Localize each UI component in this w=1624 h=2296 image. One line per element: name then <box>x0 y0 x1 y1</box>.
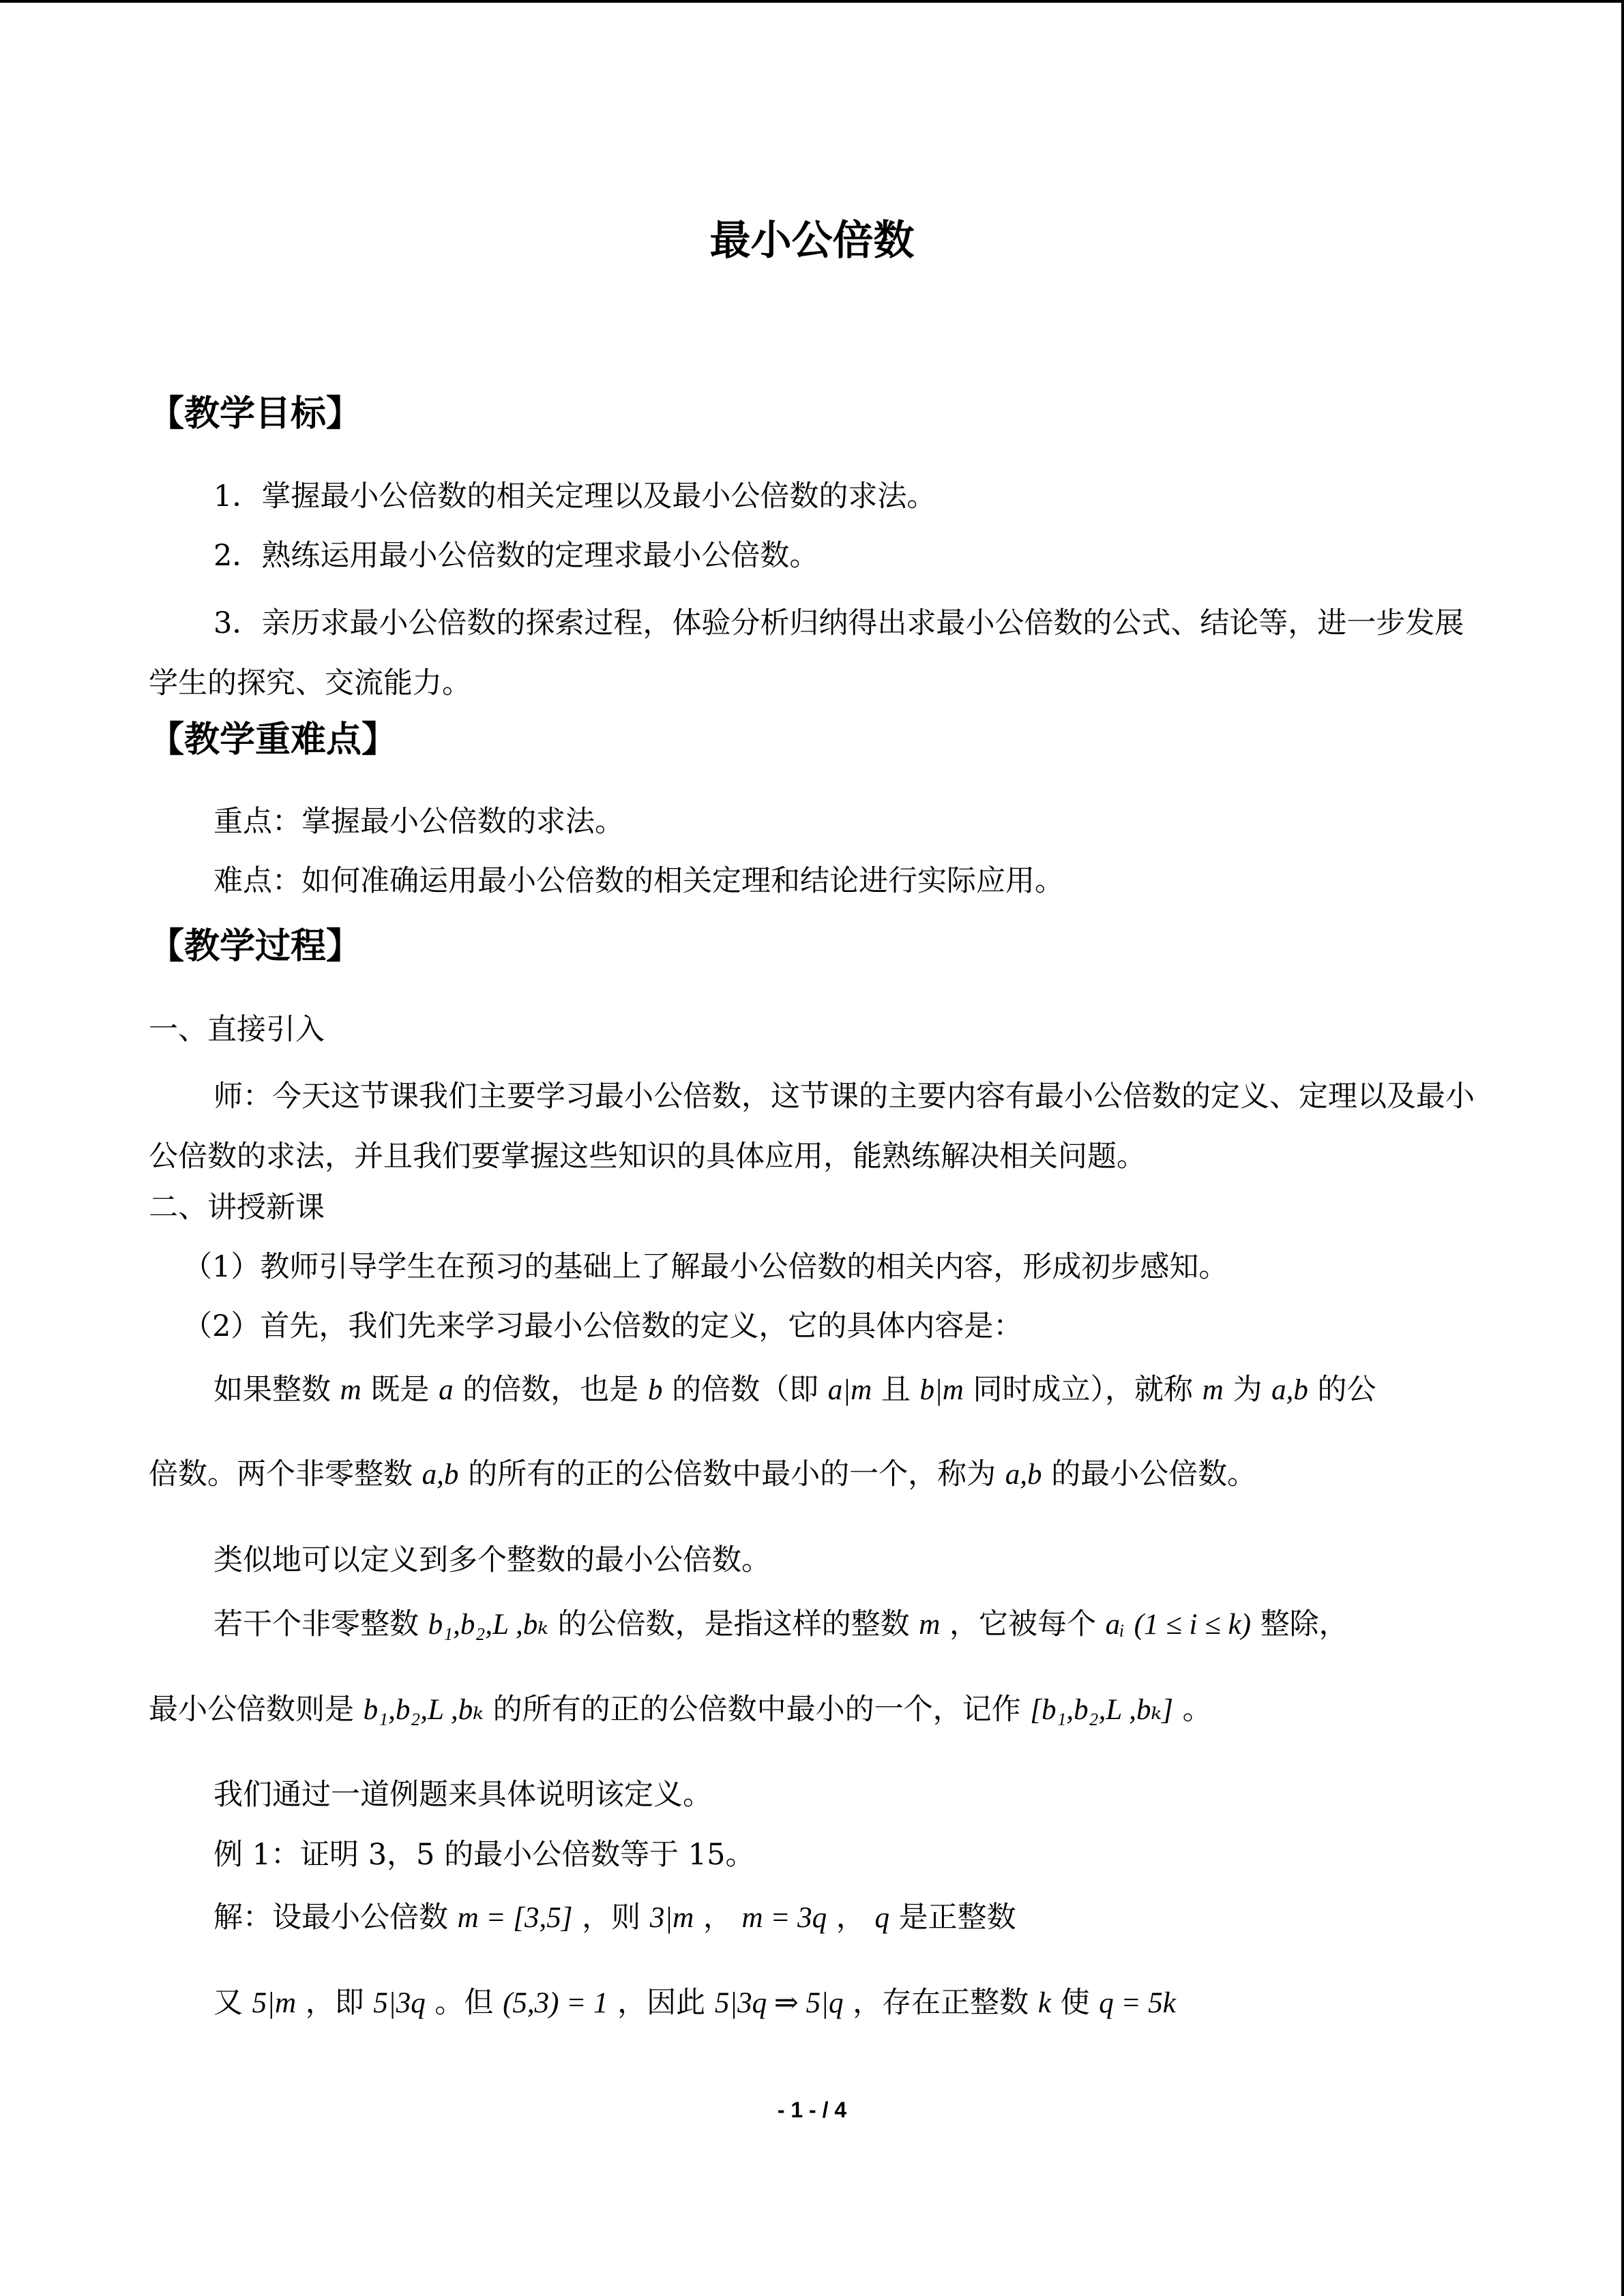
math-expr: a,b <box>1271 1374 1308 1406</box>
math-expr: 5|3q ⇒ 5|q <box>714 1987 844 2019</box>
math-expr: (5,3) = 1 <box>503 1987 608 2019</box>
definition-line: 最小公倍数则是 b₁,b₂,L ,bₖ 的所有的正的公倍数中最小的一个，记作 [b₁,b₂,L ,bₖ] 。 <box>149 1693 1212 1727</box>
definition-line: 若干个非零整数 b₁,b₂,L ,bₖ 的公倍数，是指这样的整数 m ，它被每个 aᵢ (1 ≤ i ≤ k) 整除， <box>213 1607 1348 1641</box>
step-item: （1）教师引导学生在预习的基础上了解最小公倍数的相关内容，形成初步感知。 <box>183 1250 1228 1284</box>
page-title: 最小公倍数 <box>709 217 915 265</box>
math-var: a <box>439 1374 454 1406</box>
difficult-point: 难点：如何准确运用最小公倍数的相关定理和结论进行实际应用。 <box>213 864 1064 898</box>
math-expr: 3|m <box>649 1902 694 1934</box>
page-number: - 1 - / 4 <box>777 2098 847 2122</box>
example-title: 例 1：证明 3，5 的最小公倍数等于 15。 <box>213 1838 755 1872</box>
math-expr: 5|m <box>252 1987 297 2019</box>
math-expr: (1 ≤ i ≤ k) <box>1134 1609 1252 1641</box>
math-var: aᵢ <box>1105 1609 1125 1641</box>
solution-line: 解：设最小公倍数 m = [3,5] ，则 3|m ， m = 3q ， q 是正整数 <box>213 1900 1016 1935</box>
key-point: 重点：掌握最小公倍数的求法。 <box>213 805 624 839</box>
step-item: （2）首先，我们先来学习最小公倍数的定义，它的具体内容是： <box>183 1309 1023 1343</box>
page-border <box>1621 0 1624 2296</box>
math-expr: [b₁,b₂,L ,bₖ] <box>1030 1694 1173 1726</box>
math-expr: b₁,b₂,L ,bₖ <box>428 1609 548 1641</box>
math-expr: b|m <box>919 1374 964 1406</box>
text-line: 我们通过一道例题来具体说明该定义。 <box>213 1778 712 1812</box>
section-heading-process: 【教学过程】 <box>149 926 362 967</box>
teacher-intro: 师：今天这节课我们主要学习最小公倍数，这节课的主要内容有最小公倍数的定义、定理以及最小公倍数的求法，并且我们要掌握这些知识的具体应用，能熟练解决相关问题。 <box>149 1079 1475 1174</box>
math-expr: b₁,b₂,L ,bₖ <box>363 1694 484 1726</box>
math-expr: a,b <box>422 1459 459 1491</box>
math-var: m <box>340 1374 361 1406</box>
section-heading-objectives: 【教学目标】 <box>149 393 362 434</box>
math-expr: q = 5k <box>1099 1987 1176 2019</box>
part-title: 二、讲授新课 <box>149 1191 325 1225</box>
math-var: b <box>647 1374 663 1406</box>
math-expr: 5|3q <box>373 1987 426 2019</box>
math-expr: m = 3q <box>741 1902 827 1934</box>
page-border <box>0 0 1624 3</box>
math-var: m <box>919 1609 941 1641</box>
solution-line: 又 5|m ，即 5|3q 。但 (5,3) = 1 ，因此 5|3q ⇒ 5|q ，存在正整数 k 使 q = 5k <box>213 1986 1176 2020</box>
math-var: k <box>1037 1987 1051 2019</box>
objective-item: 1．掌握最小公倍数的相关定理以及最小公倍数的求法。 <box>213 479 936 513</box>
objective-item: 3．亲历求最小公倍数的探索过程，体验分析归纳得出求最小公倍数的公式、结论等，进一步发展学生的探究、交流能力。 <box>149 606 1464 700</box>
section-heading-key-points: 【教学重难点】 <box>149 719 398 760</box>
part-title: 一、直接引入 <box>149 1013 325 1047</box>
math-var: m <box>1202 1374 1224 1406</box>
definition-line: 如果整数 m 既是 a 的倍数，也是 b 的倍数（即 a|m 且 b|m 同时成立），就称 m 为 a,b 的公 <box>213 1373 1376 1407</box>
math-expr: a,b <box>1005 1459 1042 1491</box>
math-var: q <box>874 1902 889 1934</box>
math-expr: a|m <box>827 1374 872 1406</box>
objective-item: 2．熟练运用最小公倍数的定理求最小公倍数。 <box>213 539 819 573</box>
text-line: 类似地可以定义到多个整数的最小公倍数。 <box>213 1543 771 1577</box>
definition-line: 倍数。两个非零整数 a,b 的所有的正的公倍数中最小的一个，称为 a,b 的最小公倍数。 <box>149 1457 1257 1491</box>
math-expr: m = [3,5] <box>457 1902 573 1934</box>
